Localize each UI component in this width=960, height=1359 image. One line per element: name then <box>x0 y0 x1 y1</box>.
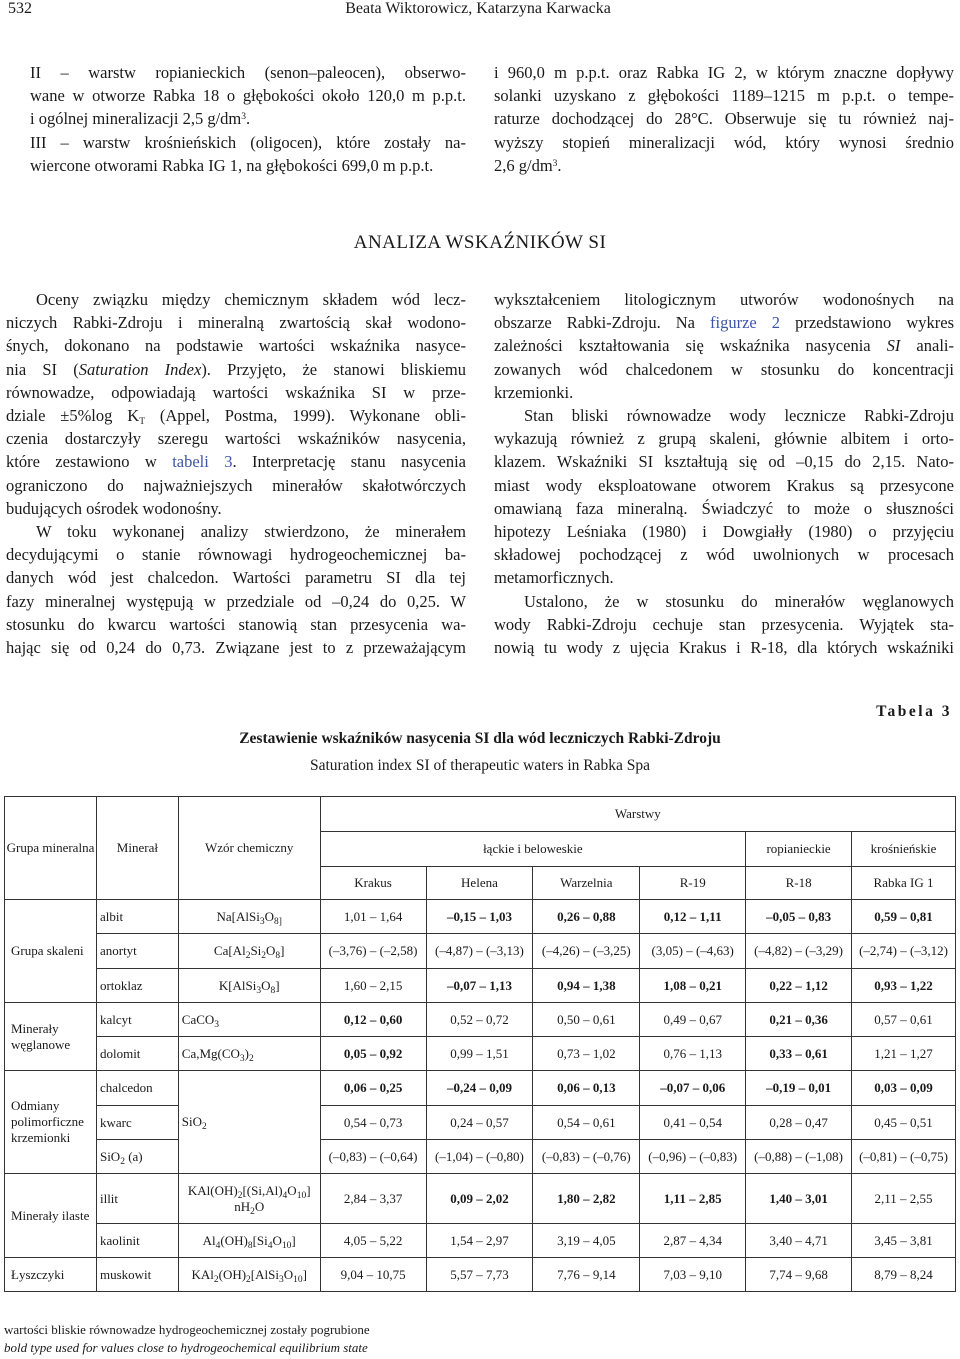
table-row <box>5 900 956 934</box>
si-value-cell: 0,57 – 0,61 <box>852 1003 956 1037</box>
text-line: metamorficznych. <box>494 568 614 588</box>
text-line: Ustalono, że w stosunku do minerałów węglanowych <box>524 591 954 611</box>
table-row <box>5 1037 956 1071</box>
si-value-cell: 0,99 – 1,51 <box>426 1037 533 1071</box>
si-value-cell: 0,52 – 0,72 <box>426 1003 533 1037</box>
header-row <box>5 797 956 832</box>
si-value-cell: 0,03 – 0,09 <box>852 1071 956 1106</box>
text-line: hając się od 0,24 do 0,73. Związane jest to z przeważającym <box>6 638 466 658</box>
header-well: Krakus <box>320 867 426 900</box>
header-well: R-18 <box>746 867 852 900</box>
si-value-cell: 1,08 – 0,21 <box>640 969 746 1003</box>
si-value-cell: 1,80 – 2,82 <box>533 1174 640 1224</box>
text-line: wane w otworze Rabka 18 o głębokości około 120,0 m p.p.t. <box>30 86 466 106</box>
si-value-cell: (–4,87) – (–3,13) <box>426 934 533 969</box>
si-table <box>4 796 956 1292</box>
si-value-cell: (–4,26) – (–3,25) <box>533 934 640 969</box>
si-value-cell: (3,05) – (–4,63) <box>640 934 746 969</box>
text-line: II – warstw ropianieckich (senon–paleocen), obserwo- <box>30 63 466 82</box>
si-value-cell: 7,76 – 9,14 <box>533 1258 640 1292</box>
text-line: równowadze, odpowiadają wartości wskaźnika SI w prze- <box>6 382 466 402</box>
si-value-cell: (–1,04) – (–0,80) <box>426 1140 533 1174</box>
table-label: Tabela 3 <box>876 703 952 720</box>
si-value-cell: 3,45 – 3,81 <box>852 1224 956 1258</box>
si-value-cell: 0,09 – 2,02 <box>426 1174 533 1224</box>
group-cell: Minerały ilaste <box>5 1174 97 1258</box>
mineral-cell: ortoklaz <box>96 969 178 1003</box>
header-group: Grupa mineralna <box>5 797 97 900</box>
text-line: obszarze Rabki-Zdroju. Na figurze 2 przedstawiono wykres <box>494 313 954 333</box>
running-head-authors: Beata Wiktorowicz, Katarzyna Karwacka <box>345 0 611 17</box>
si-value-cell: 1,40 – 3,01 <box>746 1174 852 1224</box>
left-main-column <box>6 288 466 659</box>
si-value-cell: (–3,76) – (–2,58) <box>320 934 426 969</box>
si-value-cell: (–2,74) – (–3,12) <box>852 934 956 969</box>
si-value-cell: 3,19 – 4,05 <box>533 1224 640 1258</box>
section-heading: ANALIZA WSKAŹNIKÓW SI <box>353 232 607 253</box>
table-row <box>5 1106 956 1140</box>
header-well: Warzelnia <box>533 867 640 900</box>
top-left-column <box>30 61 466 177</box>
text-line: klazem. Wskaźniki SI kształtują się od –0,15 do 2,15. Nato- <box>494 452 954 472</box>
si-value-cell: (–0,88) – (–1,08) <box>746 1140 852 1174</box>
si-value-cell: –0,19 – 0,01 <box>746 1071 852 1106</box>
text-line: raturze dochodzącej do 28°C. Obserwuje się tu również naj- <box>494 109 954 129</box>
header-mineral: Minerał <box>96 797 178 900</box>
si-value-cell: 1,60 – 2,15 <box>320 969 426 1003</box>
text-line: hipotezy Leśniaka (1980) i Dowgiałły (1980) o przyjęciu <box>494 522 954 542</box>
table-footnote-en: bold type used for values close to hydrogeochemical equilibrium state <box>4 1340 368 1355</box>
si-value-cell: (–4,82) – (–3,29) <box>746 934 852 969</box>
si-value-cell: –0,24 – 0,09 <box>426 1071 533 1106</box>
text-line: krzemionki. <box>494 382 574 402</box>
table-subtitle: Saturation index SI of therapeutic waters in Rabka Spa <box>309 757 651 774</box>
si-value-cell: 0,21 – 0,36 <box>746 1003 852 1037</box>
si-value-cell: 0,76 – 1,13 <box>640 1037 746 1071</box>
figure-2-link[interactable]: figurze 2 <box>710 313 781 333</box>
si-value-cell: 3,40 – 4,71 <box>746 1224 852 1258</box>
page-number: 532 <box>8 0 32 17</box>
header-layers: Warstwy <box>320 797 955 832</box>
si-value-cell: 7,74 – 9,68 <box>746 1258 852 1292</box>
table-row <box>5 1071 956 1106</box>
header-formula: Wzór chemiczny <box>178 797 320 900</box>
si-value-cell: 0,54 – 0,61 <box>533 1106 640 1140</box>
header-ropianieckie: ropianieckie <box>746 832 852 867</box>
formula-cell: $K[AlSi_3O_8]$ <box>178 969 320 1003</box>
si-value-cell: 0,12 – 1,11 <box>640 900 746 934</box>
text-line: nia SI (Saturation Index). Przyjęto, że stanowi bliskiemu <box>6 359 466 379</box>
table-footnote-pl: wartości bliskie równowadze hydrogeochemicznej zostały pogrubione <box>4 1322 370 1337</box>
text-line: fazy mineralnej występują w przedziale od –0,24 do 0,25. W <box>6 591 466 611</box>
mineral-cell: muskowit <box>96 1258 178 1292</box>
si-value-cell: (–0,83) – (–0,64) <box>320 1140 426 1174</box>
table-row <box>5 1224 956 1258</box>
formula-cell: $KAl_2(OH)_2[AlSi_3O_{10}]$ <box>178 1258 320 1292</box>
si-value-cell: 0,12 – 0,60 <box>320 1003 426 1037</box>
text-line: i 960,0 m p.p.t. oraz Rabka IG 2, w którym znaczne dopływy <box>494 63 954 82</box>
text-line: budujących ośrodek wodonośny. <box>6 498 222 518</box>
text-line: Oceny związku między chemicznym składem wód lecz- <box>36 290 466 309</box>
formula-cell: $Ca,Mg(CO_3)_2$ <box>178 1037 320 1071</box>
si-value-cell: 0,05 – 0,92 <box>320 1037 426 1071</box>
mineral-cell: SiO$_2$ (a) <box>96 1140 178 1174</box>
si-value-cell: –0,05 – 0,83 <box>746 900 852 934</box>
text-line: omawianą faza mineralną. Świadczyć to może o słuszności <box>494 498 954 518</box>
page-header <box>8 0 952 24</box>
header-well: R-19 <box>640 867 746 900</box>
si-value-cell: –0,07 – 1,13 <box>426 969 533 1003</box>
mineral-cell: kaolinit <box>96 1224 178 1258</box>
si-value-cell: (–0,83) – (–0,76) <box>533 1140 640 1174</box>
text-line: które zestawiono w tabeli 3. Interpretację stanu nasycenia <box>6 452 467 472</box>
si-value-cell: 0,06 – 0,13 <box>533 1071 640 1106</box>
text-line: zowanych wód chalcedonem w stosunku do koncentracji <box>494 359 954 379</box>
si-value-cell: (–0,81) – (–0,75) <box>852 1140 956 1174</box>
si-value-cell: 0,33 – 0,61 <box>746 1037 852 1071</box>
si-value-cell: 1,01 – 1,64 <box>320 900 426 934</box>
header-krosnienskie: krośnieńskie <box>852 832 956 867</box>
si-value-cell: –0,07 – 0,06 <box>640 1071 746 1106</box>
table-row <box>5 969 956 1003</box>
si-value-cell: 1,21 – 1,27 <box>852 1037 956 1071</box>
header-lackie: łąckie i beloweskie <box>320 832 746 867</box>
formula-cell: CaCO$_3$ <box>178 1003 320 1037</box>
formula-cell: SiO$_2$ <box>178 1071 320 1174</box>
si-value-cell: 0,73 – 1,02 <box>533 1037 640 1071</box>
si-value-cell: 0,22 – 1,12 <box>746 969 852 1003</box>
si-value-cell: 1,54 – 2,97 <box>426 1224 533 1258</box>
text-line: wyższy stopień mineralizacji wód, który wynosi średnio <box>494 132 954 152</box>
group-cell: Minerały węglanowe <box>5 1003 97 1071</box>
group-cell: Grupa skaleni <box>5 900 97 1003</box>
table-row <box>5 1140 956 1174</box>
si-value-cell: (–0,96) – (–0,83) <box>640 1140 746 1174</box>
text-line: wiercone otworami Rabka IG 1, na głębokości 699,0 m p.p.t. <box>30 155 434 175</box>
top-right-column <box>494 61 954 177</box>
mineral-cell: illit <box>96 1174 178 1224</box>
si-value-cell: 0,49 – 0,67 <box>640 1003 746 1037</box>
si-value-cell: 0,45 – 0,51 <box>852 1106 956 1140</box>
formula-cell: $Ca[Al_2Si_2O_8]$ <box>178 934 320 969</box>
table-row <box>5 1258 956 1292</box>
text-line: i ogólnej mineralizacji 2,5 $g/dm^3$. <box>30 109 251 129</box>
text-line: Stan bliski równowadze wody lecznicze Rabki-Zdroju <box>524 406 954 426</box>
si-value-cell: 1,11 – 2,85 <box>640 1174 746 1224</box>
si-value-cell: 2,87 – 4,34 <box>640 1224 746 1258</box>
si-value-cell: 0,54 – 0,73 <box>320 1106 426 1140</box>
si-value-cell: 7,03 – 9,10 <box>640 1258 746 1292</box>
si-value-cell: 0,41 – 0,54 <box>640 1106 746 1140</box>
si-value-cell: 0,06 – 0,25 <box>320 1071 426 1106</box>
text-line: solanki uzyskano z głębokości 1189–1215 m p.p.t. o tempe- <box>494 86 954 106</box>
si-value-cell: 0,93 – 1,22 <box>852 969 956 1003</box>
text-line: czenia dostarczyły szeregu wartości wskaźników nasycenia, <box>6 429 466 449</box>
mineral-cell: kwarc <box>96 1106 178 1140</box>
table-title: Zestawienie wskaźników nasycenia SI dla wód leczniczych Rabki-Zdroju <box>239 730 721 747</box>
mineral-cell: chalcedon <box>96 1071 178 1106</box>
text-line: III – warstw krośnieńskich (oligocen), które zostały na- <box>30 132 466 152</box>
si-value-cell: 0,28 – 0,47 <box>746 1106 852 1140</box>
text-line: składowej pochodzącej z wód uwolnionych w procesach <box>494 545 954 565</box>
right-main-column <box>494 288 954 659</box>
formula-cell: $Na[AlSi_3O_{8]}$ <box>178 900 320 934</box>
si-value-cell: 5,57 – 7,73 <box>426 1258 533 1292</box>
header-well: Helena <box>426 867 533 900</box>
si-value-cell: –0,15 – 1,03 <box>426 900 533 934</box>
si-value-cell: 0,50 – 0,61 <box>533 1003 640 1037</box>
mineral-cell: anortyt <box>96 934 178 969</box>
text-line: wykazują również z grupą skaleni, głównie albitem i orto- <box>494 429 954 449</box>
text-line: wody Rabki-Zdroju cechuje stan przesycenia. Wyjątek sta- <box>494 614 954 634</box>
si-value-cell: 4,05 – 5,22 <box>320 1224 426 1258</box>
text-line: miast wody eksploatowane otworem Krakus są przesycone <box>494 475 954 495</box>
si-value-cell: 0,26 – 0,88 <box>533 900 640 934</box>
text-line: ograniczono do najważniejszych minerałów skałotwórczych <box>6 475 466 495</box>
formula-cell: $KAl(OH)_2[(Si,Al)_4O_{10}]$ $nH_2O$ <box>178 1174 320 1224</box>
si-value-cell: 0,59 – 0,81 <box>852 900 956 934</box>
text-line: 2,6 $g/dm^3$. <box>494 155 562 175</box>
table-row <box>5 1174 956 1224</box>
text-line: danych wód jest chalcedon. Wartości parametru SI dla tej <box>6 568 466 588</box>
group-cell: Łyszczyki <box>5 1258 97 1292</box>
text-line: decydującymi o stanie równowagi hydrogeochemicznej ba- <box>6 545 466 565</box>
header-well: Rabka IG 1 <box>852 867 956 900</box>
text-line: zależności kształtowania się wskaźnika nasycenia SI anali- <box>494 336 954 356</box>
text-line: dziale ±5%log $K_T$ (Appel, Postma, 1999). Wykonane obli- <box>6 406 466 428</box>
text-line: nowią tu wody z ujęcia Krakus i R-18, dla których wskaźniki <box>494 638 954 658</box>
mineral-cell: albit <box>96 900 178 934</box>
si-value-cell: 0,24 – 0,57 <box>426 1106 533 1140</box>
si-value-cell: 0,94 – 1,38 <box>533 969 640 1003</box>
table-row <box>5 1003 956 1037</box>
si-value-cell: 2,11 – 2,55 <box>852 1174 956 1224</box>
table-row <box>5 934 956 969</box>
text-line: W toku wykonanej analizy stwierdzono, że minerałem <box>36 522 466 542</box>
si-value-cell: 9,04 – 10,75 <box>320 1258 426 1292</box>
text-line: niczych Rabki-Zdroju i mineralną zwartością skał wodono- <box>6 313 466 333</box>
text-line: śnych, dokonano na podstawie wartości wskaźnika nasyce- <box>6 336 466 356</box>
mineral-cell: kalcyt <box>96 1003 178 1037</box>
group-cell: Odmiany polimorficzne krzemionki <box>5 1071 97 1174</box>
text-line: stosunku do kwarcu wartości stanowią stan przesycenia wa- <box>6 614 466 634</box>
formula-cell: $Al_4(OH)_8[Si_4O_{10}]$ <box>178 1224 320 1258</box>
table-3-link[interactable]: tabeli 3 <box>172 452 233 472</box>
mineral-cell: dolomit <box>96 1037 178 1071</box>
si-value-cell: 8,79 – 8,24 <box>852 1258 956 1292</box>
si-value-cell: 2,84 – 3,37 <box>320 1174 426 1224</box>
text-line: wykształceniem litologicznym utworów wodonośnych na <box>494 290 954 309</box>
